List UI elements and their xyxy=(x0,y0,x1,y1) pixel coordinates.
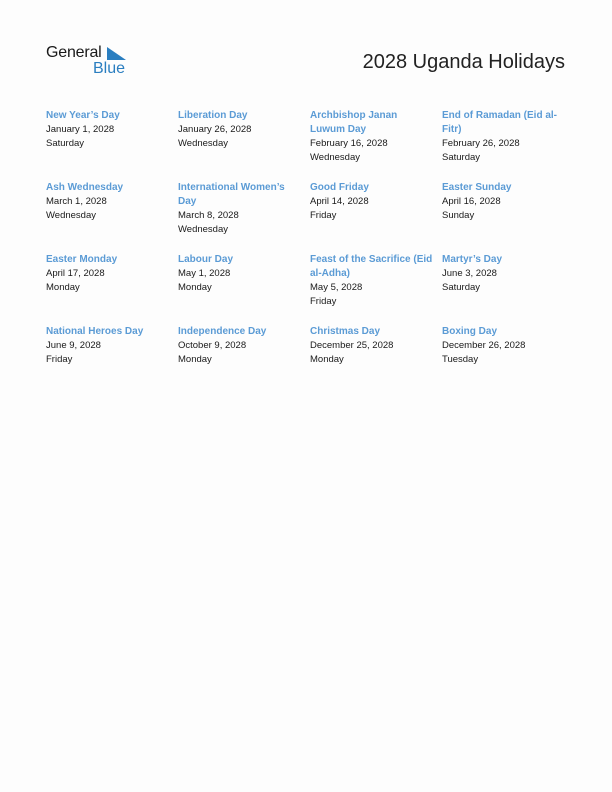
logo-triangle-icon xyxy=(107,47,126,61)
holiday-item xyxy=(442,325,574,397)
holiday-item xyxy=(46,181,178,253)
holiday-name: Ash Wednesday xyxy=(46,182,124,193)
holiday-grid xyxy=(46,109,576,397)
holiday-name: End of Ramadan (Eid al-Fitr) xyxy=(442,110,558,135)
holiday-weekday: Wednesday xyxy=(46,209,96,221)
holiday-weekday: Wednesday xyxy=(178,223,228,235)
holiday-weekday: Monday xyxy=(178,281,212,293)
holiday-name: New Year’s Day xyxy=(46,110,120,121)
holiday-item xyxy=(178,325,310,397)
holiday-weekday: Wednesday xyxy=(310,151,360,163)
holiday-date: October 9, 2028 xyxy=(178,340,247,351)
logo-text-general: General xyxy=(46,44,102,61)
holiday-name: Feast of the Sacrifice (Eid al-Adha) xyxy=(310,254,433,279)
holiday-weekday: Monday xyxy=(310,353,344,365)
holiday-item xyxy=(310,325,442,397)
holiday-date: December 26, 2028 xyxy=(442,340,526,351)
holiday-weekday: Tuesday xyxy=(442,353,479,365)
holiday-item xyxy=(178,181,310,253)
holiday-name: Archbishop Janan Luwum Day xyxy=(310,110,398,135)
holiday-name: Liberation Day xyxy=(178,110,248,121)
holiday-name: Martyr’s Day xyxy=(442,254,503,265)
holiday-name: Boxing Day xyxy=(442,326,498,337)
holiday-item xyxy=(442,181,574,253)
holiday-item xyxy=(310,109,442,181)
holiday-name: Easter Monday xyxy=(46,254,118,265)
holiday-date: April 17, 2028 xyxy=(46,268,105,279)
holiday-date: June 9, 2028 xyxy=(46,340,101,351)
holiday-weekday: Friday xyxy=(46,353,73,365)
holiday-item xyxy=(46,109,178,181)
holiday-name: Good Friday xyxy=(310,182,369,193)
holiday-item xyxy=(46,325,178,397)
holiday-name: Easter Sunday xyxy=(442,182,512,193)
holiday-item xyxy=(442,109,574,181)
holiday-date: May 5, 2028 xyxy=(310,282,363,293)
holiday-item xyxy=(310,181,442,253)
holiday-name: Labour Day xyxy=(178,254,234,265)
holiday-weekday: Friday xyxy=(310,295,337,307)
holiday-item xyxy=(178,109,310,181)
holiday-name: Independence Day xyxy=(178,326,267,337)
holiday-name: Christmas Day xyxy=(310,326,381,337)
holiday-date: March 1, 2028 xyxy=(46,196,107,207)
holiday-weekday: Saturday xyxy=(442,151,481,163)
holiday-date: June 3, 2028 xyxy=(442,268,497,279)
holiday-name: National Heroes Day xyxy=(46,326,144,337)
holiday-weekday: Saturday xyxy=(46,137,85,149)
holiday-date: December 25, 2028 xyxy=(310,340,394,351)
holiday-date: February 26, 2028 xyxy=(442,138,520,149)
generalblue-logo xyxy=(46,44,130,78)
holiday-item xyxy=(46,253,178,325)
logo-text-blue: Blue xyxy=(93,60,126,77)
holiday-item xyxy=(310,253,442,325)
holiday-weekday: Saturday xyxy=(442,281,481,293)
holiday-date: January 1, 2028 xyxy=(46,124,115,135)
holiday-name: International Women’s Day xyxy=(178,182,285,207)
holiday-item xyxy=(178,253,310,325)
page-title: 2028 Uganda Holidays xyxy=(362,51,565,73)
holiday-weekday: Wednesday xyxy=(178,137,228,149)
holiday-date: May 1, 2028 xyxy=(178,268,231,279)
holiday-item xyxy=(442,253,574,325)
holiday-date: April 16, 2028 xyxy=(442,196,501,207)
holiday-weekday: Sunday xyxy=(442,209,475,221)
holiday-date: March 8, 2028 xyxy=(178,210,239,221)
holiday-date: April 14, 2028 xyxy=(310,196,369,207)
holiday-date: February 16, 2028 xyxy=(310,138,388,149)
holiday-weekday: Friday xyxy=(310,209,337,221)
holiday-weekday: Monday xyxy=(46,281,80,293)
holiday-weekday: Monday xyxy=(178,353,212,365)
holiday-date: January 26, 2028 xyxy=(178,124,252,135)
